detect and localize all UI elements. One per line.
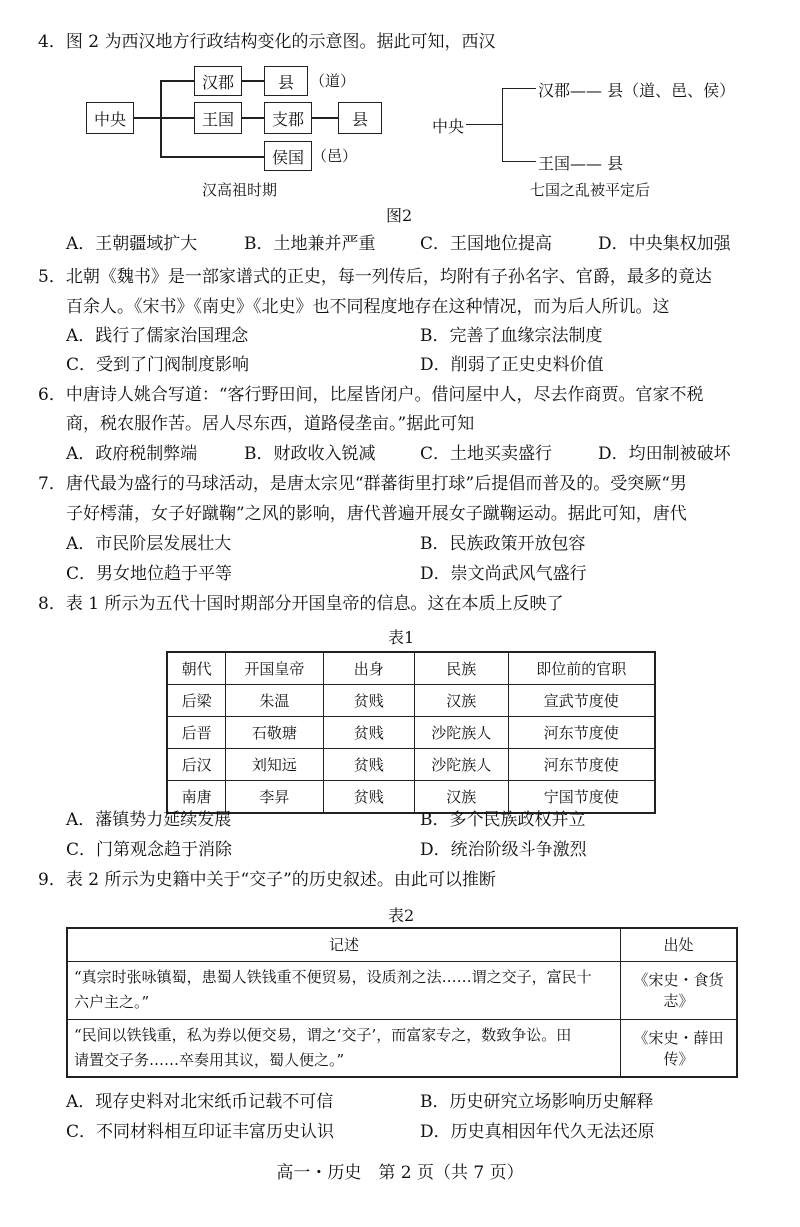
table-row xyxy=(167,685,655,717)
table-cell: 李昇 xyxy=(226,781,323,814)
q5-option-a: A．践行了儒家治国理念 xyxy=(66,326,249,346)
q4-stem: 4．图 2 为西汉地方行政结构变化的示意图。据此可知，西汉 xyxy=(38,32,496,52)
table-cell: 沙陀族人 xyxy=(415,717,508,749)
table-row xyxy=(67,1019,737,1077)
dao-note: （道） xyxy=(310,72,356,90)
connector xyxy=(312,117,338,119)
q4-option-c: C．王国地位提高 xyxy=(420,234,553,254)
table-row xyxy=(167,717,655,749)
table-cell: 贫贱 xyxy=(323,781,415,814)
record-text-line: “民间以铁钱重，私为券以便交易，谓之‘交子’，而富家专之，数致争讼。田 xyxy=(74,1025,572,1044)
diagram-right-caption: 七国之乱被平定后 xyxy=(530,181,651,199)
box-houguo xyxy=(264,141,312,171)
q5-option-b: B．完善了血缘宗法制度 xyxy=(420,326,603,346)
record-text-line: 请置交子务……卒奏用其议，蜀人便之。” xyxy=(74,1050,345,1069)
connector xyxy=(242,80,264,82)
record-text-line: 六户主之。” xyxy=(74,993,150,1011)
q5-stem-line-2: 百余人。《宋书》《南史》《北史》也不同程度地存在这种情况，而为后人所讥。这 xyxy=(66,297,670,317)
q9-option-b: B．历史研究立场影响历史解释 xyxy=(420,1092,654,1112)
box-center-label: 中央 xyxy=(93,109,126,129)
yi-note: （邑） xyxy=(312,147,358,165)
q7-option-a: A．市民阶层发展壮大 xyxy=(66,534,232,554)
table-cell: 石敬瑭 xyxy=(226,717,323,749)
table-cell: 后晋 xyxy=(167,717,226,749)
q6-option-c: C．土地买卖盛行 xyxy=(420,444,553,464)
table-1-header: 出身 xyxy=(323,652,415,685)
q8-option-b: B．多个民族政权并立 xyxy=(420,810,586,830)
connector xyxy=(502,88,503,161)
box-xian-1-label: 县 xyxy=(277,72,294,92)
table-cell: 南唐 xyxy=(167,781,226,814)
connector xyxy=(134,117,160,119)
table2-label: 表2 xyxy=(388,906,415,925)
right-bottom-line: 王国—— 县 xyxy=(538,154,624,173)
q6-option-d: D．均田制被破坏 xyxy=(598,444,731,464)
q5-option-c: C．受到了门阀制度影响 xyxy=(66,355,250,375)
table-cell xyxy=(67,961,621,1019)
table-cell: 《宋史・薛田传》 xyxy=(621,1019,738,1077)
table-cell: 宁国节度使 xyxy=(508,781,655,814)
table-cell: 贫贱 xyxy=(323,749,415,781)
table-cell: 贫贱 xyxy=(323,685,415,717)
box-xian-2 xyxy=(338,102,382,134)
q9-option-c: C．不同材料相互印证丰富历史认识 xyxy=(66,1122,335,1142)
box-xian-2-label: 县 xyxy=(351,109,368,129)
box-wangguo-label: 王国 xyxy=(201,109,234,129)
q4-option-b: B．土地兼并严重 xyxy=(244,234,376,254)
q6-stem-line-2: 商，税农服作苦。居人尽东西，道路侵垄亩。”据此可知 xyxy=(66,414,475,434)
right-center: 中央 xyxy=(432,117,465,136)
table-row xyxy=(67,961,737,1019)
table-2-header: 出处 xyxy=(621,928,738,961)
table-cell: 河东节度使 xyxy=(508,717,655,749)
q7-option-d: D．崇文尚武风气盛行 xyxy=(420,564,587,584)
q6-option-a: A．政府税制弊端 xyxy=(66,444,198,464)
connector xyxy=(160,156,264,158)
table-1-header-row xyxy=(167,652,655,685)
q5-stem-line-1: 5．北朝《魏书》是一部家谱式的正史，每一列传后，均附有子孙名字、官爵，最多的竟达 xyxy=(38,267,712,287)
q4-option-a: A．王朝疆域扩大 xyxy=(66,234,198,254)
table-cell: 河东节度使 xyxy=(508,749,655,781)
box-hanjun-label: 汉郡 xyxy=(201,72,234,92)
table-cell: 后梁 xyxy=(167,685,226,717)
box-zhijun-label: 支郡 xyxy=(271,109,304,129)
table-1-header: 即位前的官职 xyxy=(508,652,655,685)
table1-label: 表1 xyxy=(388,628,415,647)
connector xyxy=(160,80,162,157)
q7-option-c: C．男女地位趋于平等 xyxy=(66,564,233,584)
box-wangguo xyxy=(194,102,242,134)
table-cell: 汉族 xyxy=(415,781,508,814)
q8-option-d: D．统治阶级斗争激烈 xyxy=(420,840,587,860)
q6-stem-line-1: 6．中唐诗人姚合写道：“客行野田间，比屋皆闭户。借问屋中人，尽去作商贾。官家不税 xyxy=(38,385,704,405)
table-1-header: 民族 xyxy=(415,652,508,685)
table-cell: 刘知远 xyxy=(226,749,323,781)
q5-option-d: D．削弱了正史史料价值 xyxy=(420,355,604,375)
connector xyxy=(160,117,194,119)
table-cell: 后汉 xyxy=(167,749,226,781)
table-2-header-row xyxy=(67,928,737,961)
right-top-line: 汉郡—— 县（道、邑、侯） xyxy=(538,81,736,100)
q9-stem: 9．表 2 所示为史籍中关于“交子”的历史叙述。由此可以推断 xyxy=(38,870,496,890)
connector xyxy=(160,80,194,82)
table-1-header: 开国皇帝 xyxy=(226,652,323,685)
table-cell: 汉族 xyxy=(415,685,508,717)
table-cell: 朱温 xyxy=(226,685,323,717)
table-cell: 宣武节度使 xyxy=(508,685,655,717)
box-xian-1 xyxy=(264,66,308,96)
table-cell: 贫贱 xyxy=(323,717,415,749)
box-center xyxy=(86,102,134,134)
q9-option-d: D．历史真相因年代久无法还原 xyxy=(420,1122,655,1142)
q9-option-a: A．现存史料对北宋纸币记载不可信 xyxy=(66,1092,334,1112)
connector xyxy=(502,161,536,162)
table-cell: 《宋史・食货志》 xyxy=(621,961,738,1019)
q6-option-b: B．财政收入锐减 xyxy=(244,444,376,464)
q4-option-d: D．中央集权加强 xyxy=(598,234,731,254)
connector xyxy=(502,88,536,89)
q7-option-b: B．民族政策开放包容 xyxy=(420,534,586,554)
table-2-header: 记述 xyxy=(67,928,621,961)
table-1-header: 朝代 xyxy=(167,652,226,685)
connector xyxy=(466,124,502,125)
table-1 xyxy=(166,651,656,814)
table-row xyxy=(167,749,655,781)
q8-stem: 8．表 1 所示为五代十国时期部分开国皇帝的信息。这在本质上反映了 xyxy=(38,594,564,614)
q7-stem-line-1: 7．唐代最为盛行的马球活动，是唐太宗见“群蕃街里打球”后提倡而普及的。受突厥“男 xyxy=(38,474,687,494)
table-cell xyxy=(67,1019,621,1077)
box-zhijun xyxy=(264,102,312,134)
q7-stem-line-2: 子好樗蒲，女子好蹴鞠”之风的影响，唐代普遍开展女子蹴鞠运动。据此可知，唐代 xyxy=(66,504,687,524)
table-2 xyxy=(66,927,738,1078)
table-cell: 沙陀族人 xyxy=(415,749,508,781)
record-text-line: “真宗时张咏镇蜀，患蜀人铁钱重不便贸易，设质剂之法……谓之交子，富民十 xyxy=(74,968,592,986)
box-hanjun xyxy=(194,66,242,96)
diagram-left-caption: 汉高祖时期 xyxy=(202,181,278,199)
page-footer: 高一・历史 第 2 页（共 7 页） xyxy=(276,1163,524,1183)
q8-option-c: C．门第观念趋于消除 xyxy=(66,840,233,860)
figure-label: 图2 xyxy=(386,206,413,225)
q8-option-a: A．藩镇势力延续发展 xyxy=(66,810,232,830)
connector xyxy=(242,117,264,119)
box-houguo-label: 侯国 xyxy=(271,147,304,167)
